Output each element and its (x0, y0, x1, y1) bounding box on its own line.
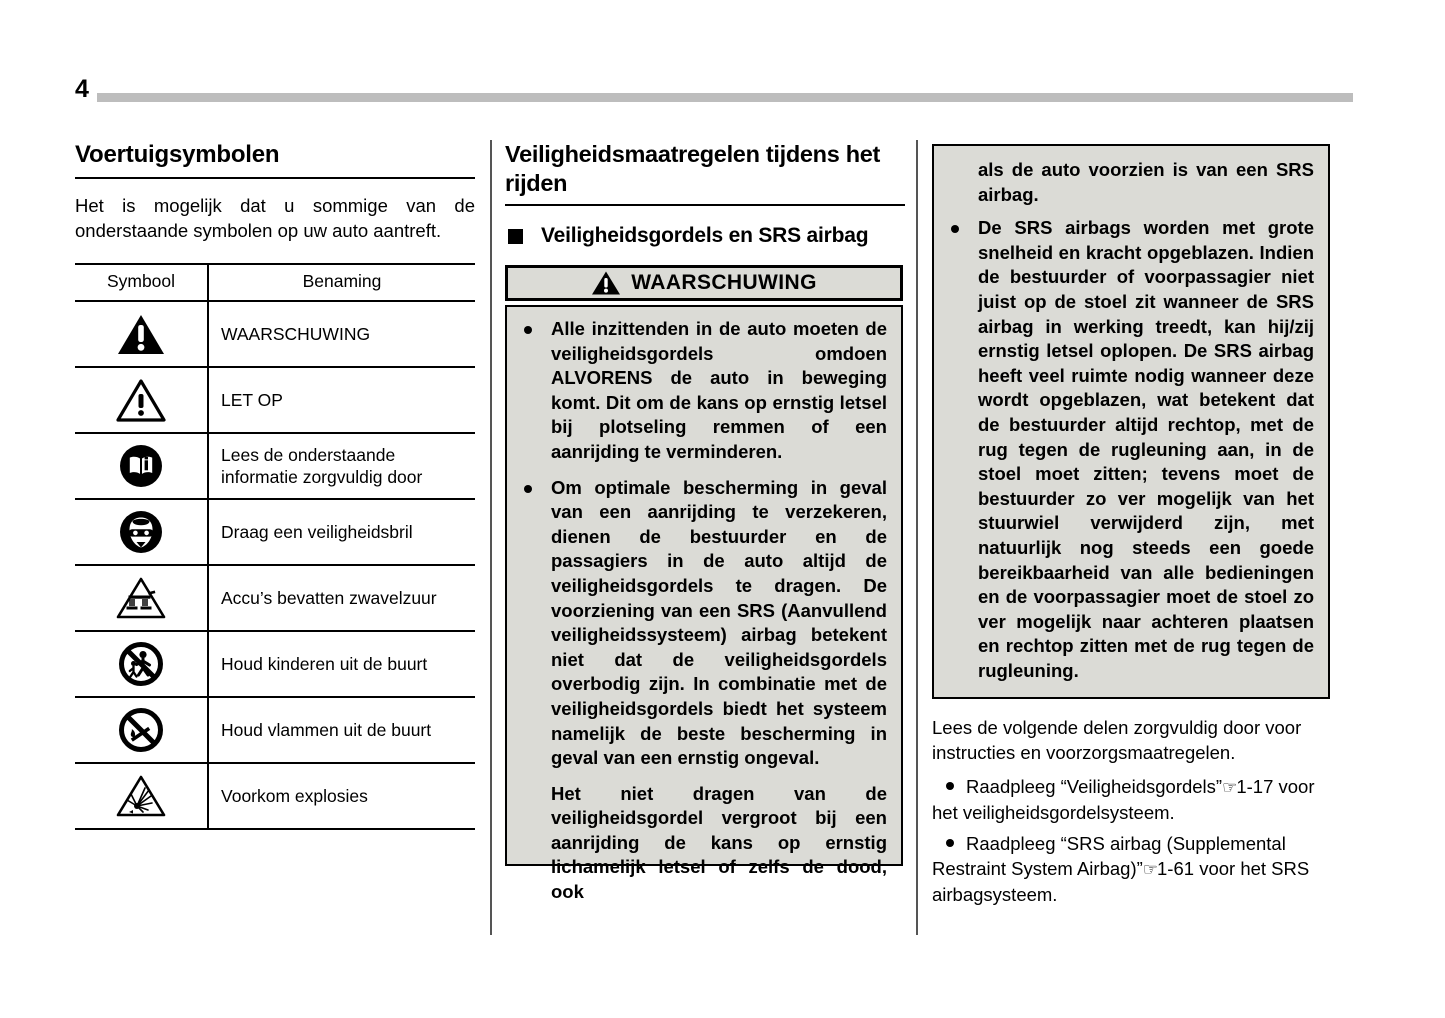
symbol-cell (75, 301, 208, 367)
warning-triangle-filled-icon (591, 270, 621, 296)
warning-paragraph: Het niet dragen van de veiligheidsgordel vergroot bij een aanrijding de kans op ernstig lichamelijk letsel of zelfs de dood, ook (551, 782, 887, 903)
driving-safety-title: Veiligheidsmaatregelen tijdens het rijden (505, 141, 881, 196)
title-underline (505, 204, 905, 206)
column-divider-left (490, 140, 492, 935)
warning-box-middle (505, 305, 903, 903)
table-row (75, 301, 475, 367)
caution-triangle-outline-icon (116, 378, 166, 423)
column-header-name: Benaming (208, 264, 475, 301)
battery-acid-icon (115, 576, 167, 620)
bullet-icon (946, 839, 954, 847)
list-item (521, 317, 887, 465)
symbol-cell (75, 565, 208, 631)
page-number: 4 (75, 75, 89, 103)
symbol-cell (75, 433, 208, 499)
warning-item-text: Alle inzittenden in de auto moeten de veiligheidsgordels omdoen ALVORENS de auto in beweging komt. Dit om de kans op ernstig letsel bij plotseling remmen of een aanrijding te verminderen. (551, 318, 887, 462)
warning-list (521, 317, 887, 771)
bullet-icon (524, 326, 532, 334)
table-row (75, 433, 475, 499)
warning-item-text: De SRS airbags worden met grote snelheid en kracht opgeblazen. Indien de bestuurder of voorpassagier niet juist op de stoel zit wanneer de SRS airbag in werking treedt, kan hij/zij ernstig letsel oplopen. De SRS airbag heeft veel ruimte nodig wanneer deze wordt opgeblazen, wat betekent dat de bestuurder altijd rechtop, met de rug tegen de rugleuning aan, in de stoel moet zitten; tevens moet de bestuurder zo ver mogelijk van het stuurwiel verwijderd zijn, met natuurlijk nog steeds een goede bereikbaarheid van alle bedieningen en de voorpassagier moet de stoel zo ver mogelijk naar achteren plaatsen en rechtop zitten met de rug tegen de rugleuning. (978, 217, 1314, 681)
explosion-hazard-icon (115, 774, 167, 818)
bullet-icon (524, 485, 532, 493)
symbol-name: Draag een veiligheidsbril (208, 499, 475, 565)
symbol-cell (75, 499, 208, 565)
list-item (521, 476, 887, 771)
symbol-name: Houd kinderen uit de buurt (208, 631, 475, 697)
subheading-label: Veiligheidsgordels en SRS airbag (541, 224, 869, 247)
warning-list (948, 216, 1314, 683)
list-item (932, 774, 1337, 825)
square-bullet-icon (508, 229, 523, 244)
reference-text-before: Raadpleeg “Veiligheidsgordels” (966, 776, 1223, 797)
title-underline (75, 177, 475, 179)
safety-goggles-icon (118, 509, 164, 555)
bullet-icon (946, 782, 954, 790)
reference-text-before: Raadpleeg “SRS airbag (Supplemental Restraint System Airbag)” (932, 833, 1286, 879)
symbol-cell (75, 763, 208, 829)
vehicle-symbols-table (75, 263, 475, 830)
symbol-cell (75, 631, 208, 697)
symbol-cell (75, 697, 208, 763)
header-rule (97, 93, 1353, 102)
page-header (75, 74, 1335, 108)
symbol-name: WAARSCHUWING (208, 301, 475, 367)
table-header-row (75, 264, 475, 301)
no-flames-icon (118, 707, 164, 753)
pointing-hand-icon: ☞ (1142, 860, 1158, 879)
warning-item-text: Om optimale bescherming in geval van een aanrijding te verzekeren, dienen de bestuurder en de passagiers in de auto altijd de veiligheidsgordels te dragen. De voorziening van een SRS (Aanvullend veiligheidssysteem) airbag betekent niet dat de veiligheidsgordels overbodig zijn. In combinatie met de veiligheidsgordels biedt het systeem namelijk de beste bescherming in geval van een ernstig ongeval. (551, 476, 887, 769)
symbol-name: Voorkom explosies (208, 763, 475, 829)
table-row (75, 565, 475, 631)
warning-banner (505, 265, 903, 301)
warning-triangle-filled-icon (116, 312, 166, 357)
reference-list (932, 774, 1337, 907)
table-row (75, 499, 475, 565)
symbol-name: Houd vlammen uit de buurt (208, 697, 475, 763)
reference-text-after: voor het SRS airbagsysteem. (932, 858, 1310, 905)
bullet-icon (951, 225, 959, 233)
list-item (948, 216, 1314, 683)
right-column (932, 140, 1337, 913)
reference-page: 1-17 (1236, 776, 1274, 797)
middle-column (505, 140, 905, 903)
seatbelt-srs-subheading (505, 222, 905, 249)
page-title: Voertuigsymbolen (75, 141, 280, 168)
column-header-symbol: Symbool (75, 264, 208, 301)
warning-banner-label: WAARSCHUWING (631, 271, 817, 294)
column-divider-right (916, 140, 918, 935)
pointing-hand-icon: ☞ (1222, 778, 1237, 797)
intro-paragraph: Het is mogelijk dat u sommige van de onderstaande symbolen op uw auto aantreft. (75, 195, 475, 241)
warning-continuation-text: als de auto voorzien is van een SRS airbag. (978, 159, 1314, 205)
left-column (75, 140, 475, 830)
table-row (75, 367, 475, 433)
symbol-name: LET OP (208, 367, 475, 433)
table-row (75, 631, 475, 697)
reference-page: 1-61 (1157, 858, 1195, 879)
table-row (75, 763, 475, 829)
read-manual-book-icon (118, 443, 164, 489)
reference-text-after: voor het veiligheidsgordelsysteem. (932, 776, 1315, 823)
list-item (932, 831, 1337, 907)
table-row (75, 697, 475, 763)
symbol-name: Lees de onderstaande informatie zorgvuldig door (208, 433, 475, 499)
no-children-icon (118, 641, 164, 687)
warning-box-right (932, 144, 1330, 699)
symbol-name: Accu’s bevatten zwavelzuur (208, 565, 475, 631)
read-sections-paragraph: Lees de volgende delen zorgvuldig door voor instructies en voorzorgsmaatregelen. (932, 717, 1302, 763)
symbol-cell (75, 367, 208, 433)
